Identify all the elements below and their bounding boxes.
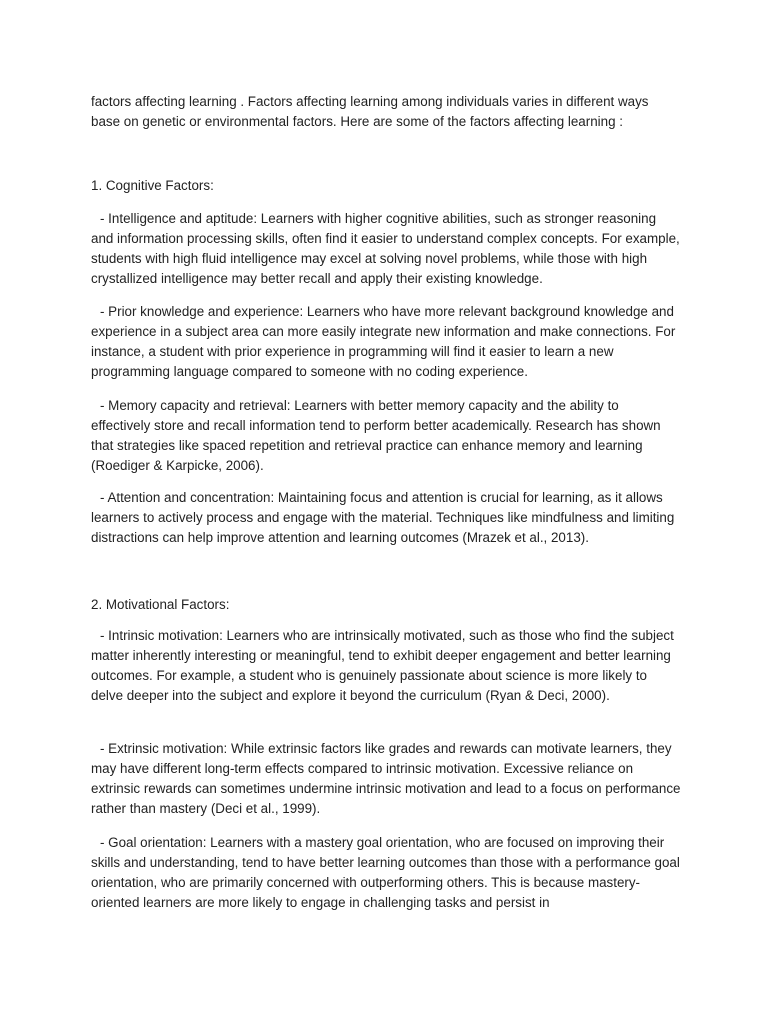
section-heading-motivational: 2. Motivational Factors: xyxy=(91,597,230,612)
paragraph-text: - Goal orientation: Learners with a mastery goal orientation, who are focused on improving their skills and understanding, tend to have better learning outcomes than those with a performance goal orientation, who are primarily concerned with outperforming others. This is because mastery-oriented learners are more likely to engage in challenging tasks and persist in xyxy=(91,835,680,910)
paragraph-text: - Memory capacity and retrieval: Learners with better memory capacity and the ability to effectively store and recall information tend to perform better academically. Research has shown that strategies like spaced repetition and retrieval practice can enhance memory and learning (Roediger & Karpicke, 2006). xyxy=(91,398,661,473)
paragraph-memory xyxy=(91,396,681,476)
intro-paragraph: factors affecting learning . Factors affecting learning among individuals varies in different ways base on genetic or environmental factors. Here are some of the factors affecting learning : xyxy=(91,94,649,129)
paragraph-text: - Intrinsic motivation: Learners who are intrinsically motivated, such as those who find the subject matter inherently interesting or meaningful, tend to exhibit deeper engagement and better learning outcomes. For example, a student who is genuinely passionate about science is more likely to delve deeper into the subject and explore it beyond the curriculum (Ryan & Deci, 2000). xyxy=(91,628,674,703)
paragraph-intrinsic xyxy=(91,626,681,706)
paragraph-extrinsic xyxy=(91,739,681,819)
paragraph-text: - Extrinsic motivation: While extrinsic factors like grades and rewards can motivate learners, they may have different long-term effects compared to intrinsic motivation. Excessive reliance on extrinsic rewards can sometimes undermine intrinsic motivation and lead to a focus on performance rather than mastery (Deci et al., 1999). xyxy=(91,741,681,816)
paragraph-goal-orientation xyxy=(91,833,681,913)
paragraph-text: - Intelligence and aptitude: Learners with higher cognitive abilities, such as stronger reasoning and information processing skills, often find it easier to understand complex concepts. For example, students with high fluid intelligence may excel at solving novel problems, while those with high crystallized intelligence may better recall and apply their existing knowledge. xyxy=(91,211,680,286)
section-heading-cognitive: 1. Cognitive Factors: xyxy=(91,178,214,193)
paragraph-intelligence xyxy=(91,209,681,289)
paragraph-attention xyxy=(91,488,681,548)
paragraph-prior-knowledge xyxy=(91,302,681,382)
paragraph-text: - Attention and concentration: Maintaining focus and attention is crucial for learning, as it allows learners to actively process and engage with the material. Techniques like mindfulness and limiting distractions can help improve attention and learning outcomes (Mrazek et al., 2013). xyxy=(91,490,675,545)
paragraph-text: - Prior knowledge and experience: Learners who have more relevant background knowledge and experience in a subject area can more easily integrate new information and make connections. For instance, a student with prior experience in programming will find it easier to learn a new programming language compared to someone with no coding experience. xyxy=(91,304,676,379)
